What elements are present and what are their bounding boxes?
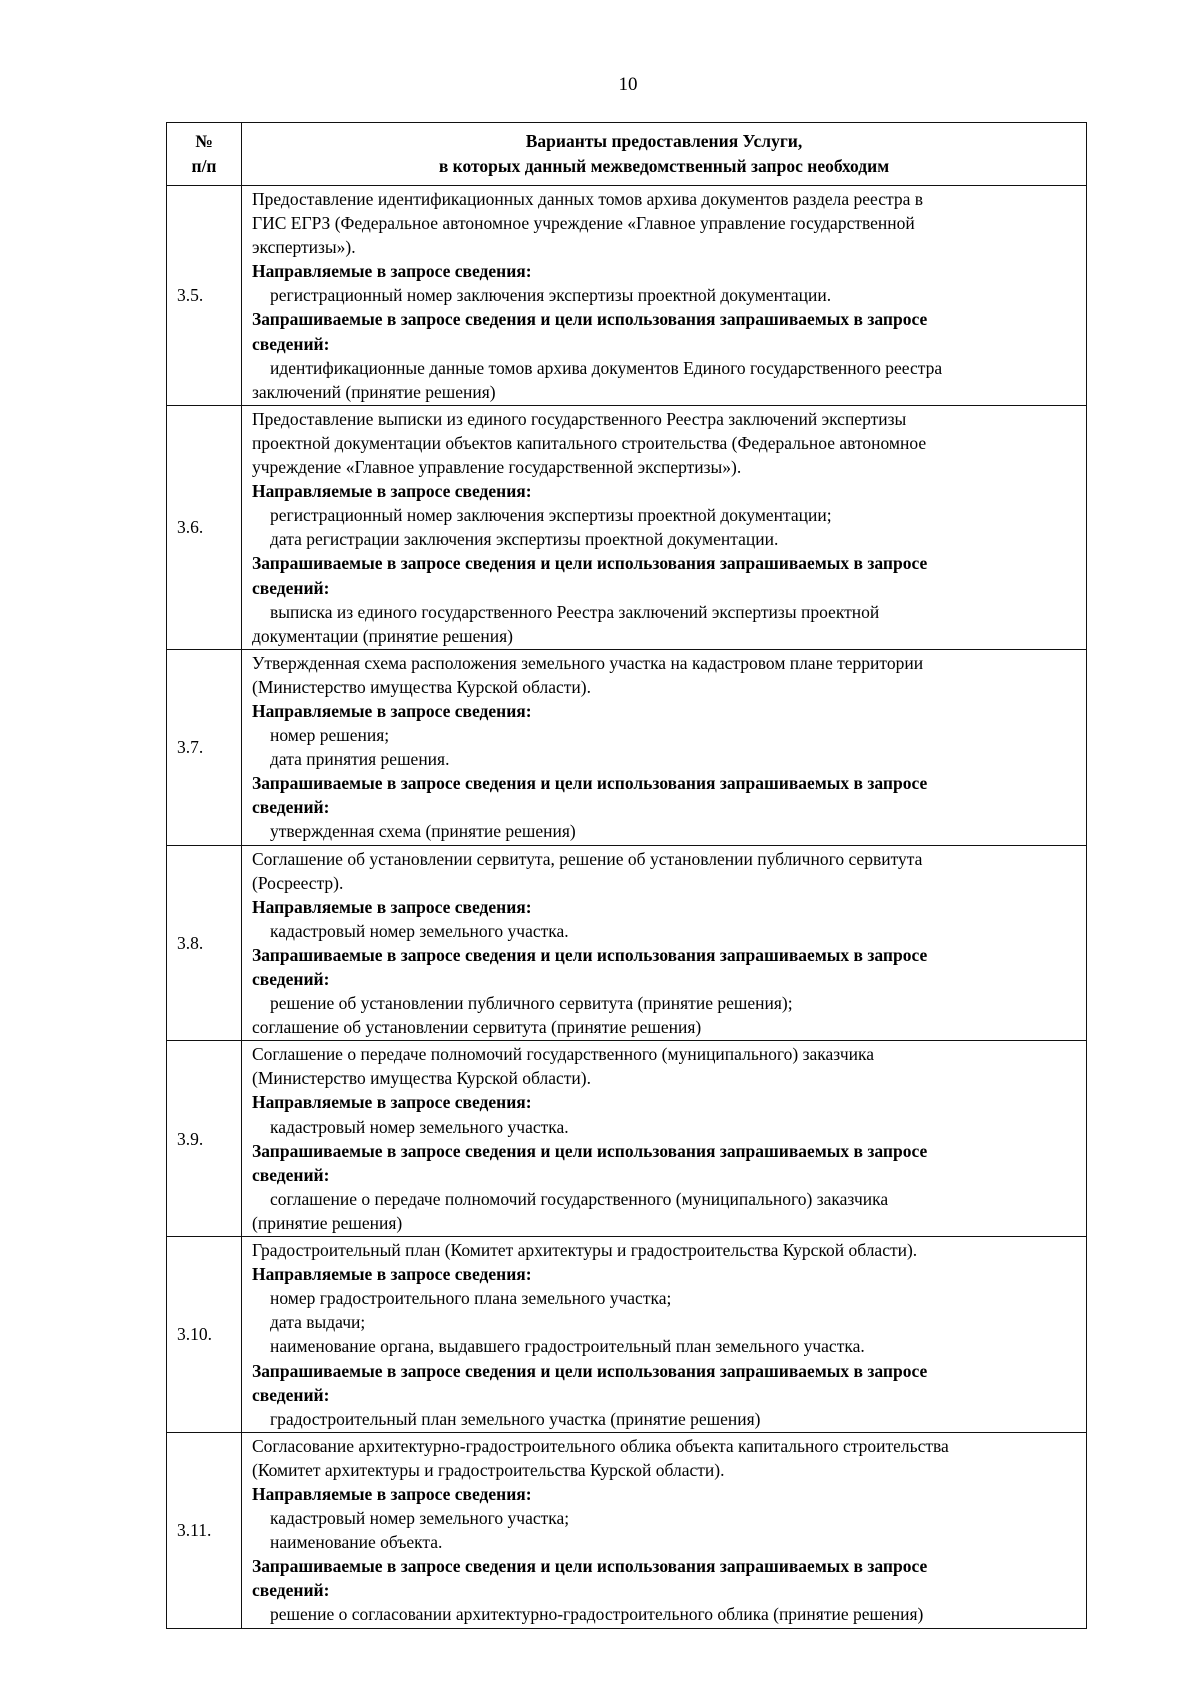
row-number: 3.9. bbox=[167, 1041, 242, 1237]
sent-info-item: регистрационный номер заключения экспертизы проектной документации; bbox=[270, 505, 832, 526]
service-description-line: (Министерство имущества Курской области). bbox=[252, 676, 591, 697]
requested-info-label-line2: сведений: bbox=[252, 1580, 330, 1601]
requested-info-label-line2: сведений: bbox=[252, 577, 330, 598]
sent-info-label: Направляемые в запросе сведения: bbox=[252, 1264, 532, 1285]
requested-info-item: документации (принятие решения) bbox=[252, 625, 513, 646]
row-content bbox=[242, 1432, 1087, 1628]
service-description-line: Градостроительный план (Комитет архитектуры и градостроительства Курской области). bbox=[252, 1240, 918, 1261]
sent-info-item: дата регистрации заключения экспертизы проектной документации. bbox=[270, 529, 779, 550]
requested-info-item: решение о согласовании архитектурно-градостроительного облика (принятие решения) bbox=[270, 1604, 924, 1625]
service-description-line: Предоставление выписки из единого государственного Реестра заключений экспертизы bbox=[252, 408, 907, 429]
service-description-line: учреждение «Главное управление государственной экспертизы»). bbox=[252, 457, 742, 478]
header-num-line2: п/п bbox=[191, 156, 217, 176]
requested-info-label-line2: сведений: bbox=[252, 1164, 330, 1185]
table-row bbox=[167, 186, 1087, 406]
sent-info-item: дата выдачи; bbox=[270, 1312, 366, 1333]
page-number: 10 bbox=[618, 74, 638, 95]
row-number: 3.6. bbox=[167, 405, 242, 649]
sent-info-item: наименование органа, выдавшего градостроительный план земельного участка. bbox=[270, 1336, 865, 1357]
row-content bbox=[242, 1237, 1087, 1433]
table-row bbox=[167, 1432, 1087, 1628]
table-body bbox=[167, 186, 1087, 1629]
service-description-line: Соглашение об установлении сервитута, решение об установлении публичного сервитута bbox=[252, 848, 923, 869]
requested-info-label-line2: сведений: bbox=[252, 969, 330, 989]
requested-info-item: заключений (принятие решения) bbox=[252, 381, 496, 402]
service-description-line: (Росреестр). bbox=[252, 872, 344, 893]
requested-info-label-line1: Запрашиваемые в запросе сведения и цели использования запрашиваемых в запросе bbox=[252, 553, 928, 574]
sent-info-item: дата принятия решения. bbox=[270, 749, 450, 770]
sent-info-label: Направляемые в запросе сведения: bbox=[252, 896, 532, 917]
sent-info-label: Направляемые в запросе сведения: bbox=[252, 700, 532, 721]
service-description-line: Согласование архитектурно-градостроительного облика объекта капитального строительства bbox=[252, 1435, 949, 1456]
requested-info-label-line1: Запрашиваемые в запросе сведения и цели использования запрашиваемых в запросе bbox=[252, 309, 928, 330]
sent-info-item: номер решения; bbox=[270, 725, 390, 746]
requested-info-label-line2: сведений: bbox=[252, 797, 330, 818]
sent-info-item: кадастровый номер земельного участка. bbox=[270, 920, 569, 941]
requested-info-item: выписка из единого государственного Реестра заключений экспертизы проектной bbox=[270, 601, 880, 622]
table-row bbox=[167, 405, 1087, 649]
requested-info-label-line2: сведений: bbox=[252, 1384, 330, 1405]
sent-info-label: Направляемые в запросе сведения: bbox=[252, 481, 532, 502]
row-content bbox=[242, 1041, 1087, 1237]
sent-info-item: кадастровый номер земельного участка; bbox=[270, 1508, 570, 1529]
row-number: 3.10. bbox=[167, 1237, 242, 1433]
row-content bbox=[242, 405, 1087, 649]
header-title-line2: в которых данный межведомственный запрос необходим bbox=[438, 156, 890, 176]
requested-info-item: соглашение о передаче полномочий государственного (муниципального) заказчика bbox=[270, 1188, 889, 1209]
requested-info-item: соглашение об установлении сервитута (принятие решения) bbox=[252, 1017, 702, 1038]
requested-info-label-line2: сведений: bbox=[252, 333, 330, 354]
interagency-requests-table bbox=[166, 122, 1087, 1629]
row-content bbox=[242, 186, 1087, 406]
sent-info-label: Направляемые в запросе сведения: bbox=[252, 1092, 532, 1113]
service-description-line: (Министерство имущества Курской области). bbox=[252, 1068, 591, 1089]
requested-info-label-line1: Запрашиваемые в запросе сведения и цели использования запрашиваемых в запросе bbox=[252, 1360, 928, 1381]
service-description-line: Предоставление идентификационных данных томов архива документов раздела реестра в bbox=[252, 189, 924, 209]
requested-info-item: утвержденная схема (принятие решения) bbox=[270, 821, 576, 842]
service-description-line: ГИС ЕГРЗ (Федеральное автономное учреждение «Главное управление государственной bbox=[252, 213, 915, 234]
row-number: 3.8. bbox=[167, 845, 242, 1041]
requested-info-label-line1: Запрашиваемые в запросе сведения и цели использования запрашиваемых в запросе bbox=[252, 773, 928, 794]
header-number-column bbox=[167, 123, 242, 186]
header-title-line1: Варианты предоставления Услуги, bbox=[525, 131, 803, 151]
row-number: 3.7. bbox=[167, 649, 242, 845]
header-variants-column bbox=[242, 123, 1087, 186]
row-content bbox=[242, 845, 1087, 1041]
service-description-line: Утвержденная схема расположения земельного участка на кадастровом плане территории bbox=[252, 652, 924, 673]
table-header-row bbox=[167, 123, 1087, 186]
table-row bbox=[167, 649, 1087, 845]
table-row bbox=[167, 845, 1087, 1041]
sent-info-label: Направляемые в запросе сведения: bbox=[252, 1483, 532, 1504]
requested-info-item: идентификационные данные томов архива документов Единого государственного реестра bbox=[270, 357, 943, 378]
sent-info-item: наименование объекта. bbox=[270, 1532, 443, 1553]
sent-info-item: регистрационный номер заключения экспертизы проектной документации. bbox=[270, 285, 832, 306]
header-num-line1: № bbox=[195, 131, 213, 151]
row-number: 3.11. bbox=[167, 1432, 242, 1628]
service-description-line: проектной документации объектов капитального строительства (Федеральное автономное bbox=[252, 432, 927, 453]
requested-info-item: (принятие решения) bbox=[252, 1212, 403, 1233]
requested-info-item: решение об установлении публичного сервитута (принятие решения); bbox=[270, 993, 793, 1014]
row-content bbox=[242, 649, 1087, 845]
service-description-line: (Комитет архитектуры и градостроительства Курской области). bbox=[252, 1459, 725, 1480]
row-number: 3.5. bbox=[167, 186, 242, 406]
service-description-line: Соглашение о передаче полномочий государственного (муниципального) заказчика bbox=[252, 1044, 875, 1065]
requested-info-item: градостроительный план земельного участка (принятие решения) bbox=[270, 1408, 761, 1429]
service-description-line: экспертизы»). bbox=[252, 237, 356, 258]
table-row bbox=[167, 1237, 1087, 1433]
sent-info-label: Направляемые в запросе сведения: bbox=[252, 261, 532, 282]
requested-info-label-line1: Запрашиваемые в запросе сведения и цели использования запрашиваемых в запросе bbox=[252, 944, 928, 965]
sent-info-item: номер градостроительного плана земельного участка; bbox=[270, 1288, 672, 1309]
table-row bbox=[167, 1041, 1087, 1237]
requested-info-label-line1: Запрашиваемые в запросе сведения и цели использования запрашиваемых в запросе bbox=[252, 1556, 928, 1577]
requested-info-label-line1: Запрашиваемые в запросе сведения и цели использования запрашиваемых в запросе bbox=[252, 1140, 928, 1161]
sent-info-item: кадастровый номер земельного участка. bbox=[270, 1116, 569, 1137]
